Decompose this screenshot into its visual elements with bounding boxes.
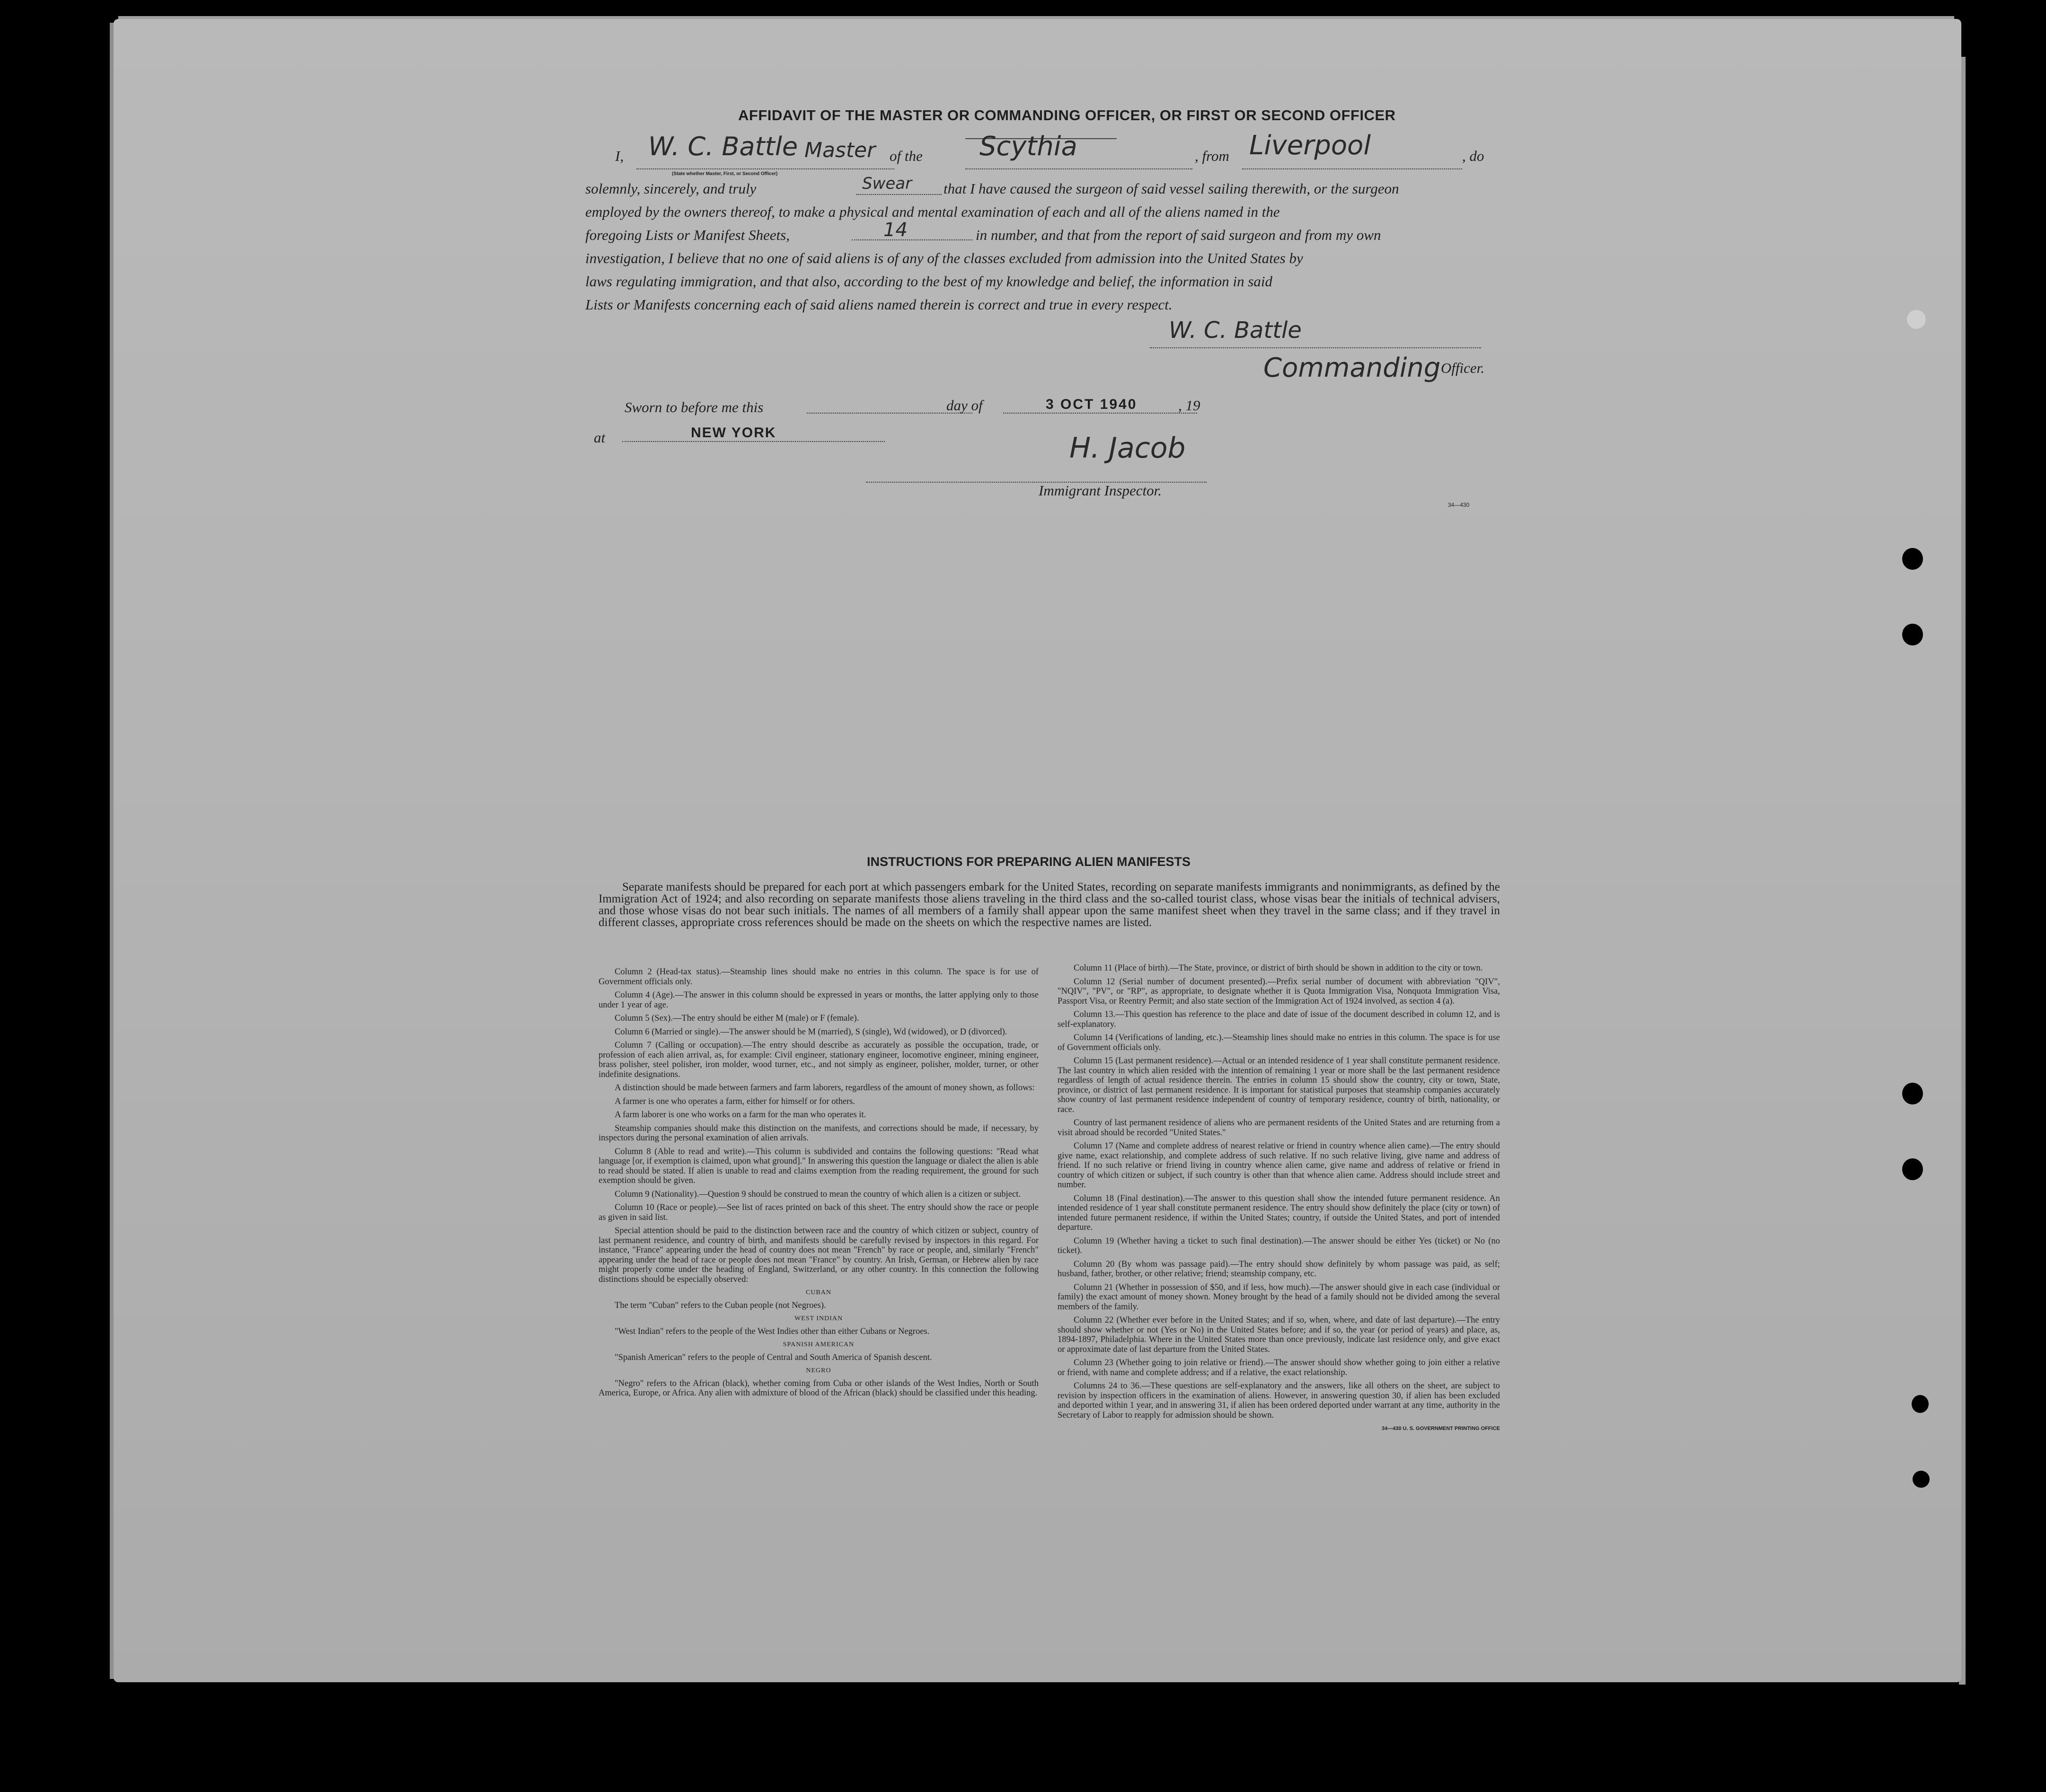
spanish-american-heading: SPANISH AMERICAN: [783, 1341, 855, 1348]
sworn-text: Sworn to before me this: [625, 399, 764, 415]
line2-text-a: solemnly, sincerely, and truly: [585, 180, 757, 197]
name-dotline: [636, 168, 894, 169]
cuban-heading: CUBAN: [805, 1289, 831, 1296]
spanish-american-text: "Spanish American" refers to the people of Central and South America of Spanish descent.: [615, 1352, 932, 1362]
right-para-5: Country of last permanent residence of aliens who are permanent residents of the United States and are returning from a visit abroad should be recorded "United States.": [1058, 1118, 1500, 1138]
punch-hole-7: [1913, 1471, 1930, 1488]
master-signature: W. C. Battle: [1169, 317, 1302, 344]
left-para-3: Column 6 (Married or single).—The answer should be M (married), S (single), Wd (widowed), or D (divorced).: [615, 1027, 1007, 1037]
sworn-date-stamp: 3 OCT 1940: [1046, 397, 1138, 412]
negro-heading: NEGRO: [806, 1367, 831, 1374]
signature-title: Commanding: [1263, 353, 1441, 383]
right-para-2: Column 13.—This question has reference to the place and date of issue of the document described in column 12, and is self-explanatory.: [1058, 1010, 1500, 1029]
pronoun-i: I,: [615, 148, 624, 164]
left-para-11: Column 10 (Race or people).—See list of races printed on back of this sheet. The entry should show the race or people as given in said list.: [599, 1203, 1039, 1222]
line4-text-b: in number, and that from the report of said surgeon and from my own: [976, 227, 1381, 243]
day-of-text: day of: [946, 397, 983, 414]
oath-dotline: [856, 194, 942, 195]
left-para-1: Column 4 (Age).—The answer in this column should be expressed in years or months, the latter applying only to those under 1 year of age.: [599, 990, 1039, 1010]
at-text: at: [594, 429, 606, 446]
officer-suffix: Officer.: [1441, 360, 1485, 376]
negro-text: "Negro" refers to the African (black), whether coming from Cuba or other islands of the West Indies, North or South America, Europe, or Africa. Any alien with admixture of blood of the African (black) should be classified under this heading.: [599, 1378, 1039, 1398]
affidavit-line-3: employed by the owners thereof, to make a physical and mental examination of each and all of the aliens named in the: [585, 203, 1280, 220]
affidavit-title: AFFIDAVIT OF THE MASTER OR COMMANDING OFFICER, OR FIRST OR SECOND OFFICER: [738, 107, 1396, 124]
right-para-7: Column 18 (Final destination).—The answer to this question shall show the intended future permanent residence. An intended residence of 1 year shall constitute permanent residence. The entry should show definitely the place (city or town) of intended future permanent residence, if within the United States; country, if outside the United States, and port of intended departure.: [1058, 1193, 1500, 1232]
affidavit-line-5: investigation, I believe that no one of said aliens is of any of the classes excluded from admission into the United States by: [585, 250, 1303, 266]
right-para-12: Column 23 (Whether going to join relative or friend).—The answer should show whether going to join either a relative or friend, with name and complete address; and if a relative, the exact relationship.: [1058, 1358, 1500, 1377]
west-indian-text: "West Indian" refers to the people of the West Indies other than either Cubans or Negroes.: [615, 1326, 930, 1336]
instructions-right-column: [1058, 963, 1500, 1434]
year-prefix: , 19: [1178, 397, 1200, 414]
port-dotline: [1242, 168, 1462, 169]
right-para-0: Column 11 (Place of birth).—The State, province, or district of birth should be shown in addition to the city or town.: [1074, 963, 1483, 973]
left-para-4: Column 7 (Calling or occupation).—The entry should describe as accurately as possible the occupation, trade, or profession of each alien arrival, as, for example: Civil engineer, stationary engineer, locomotive engineer, mining engineer, brass polisher, steel polisher, iron molder, wood turner, etc., and not simply as engineer, polisher, molder, turner, or other indefinite designations.: [599, 1041, 1039, 1079]
instructions-left-column: [599, 967, 1039, 1402]
rank-note: (State whether Master, First, or Second Officer): [672, 171, 778, 177]
punch-hole-6: [1912, 1395, 1929, 1413]
punch-hole-5: [1902, 1158, 1923, 1180]
form-number: 34—430: [1448, 502, 1470, 508]
west-indian-heading: WEST INDIAN: [794, 1315, 843, 1322]
inspector-signature: H. Jacob: [1069, 432, 1186, 465]
line2-text-b: that I have caused the surgeon of said vessel sailing therewith, or the surgeon: [944, 180, 1399, 197]
do-text: , do: [1462, 148, 1484, 164]
officer-rank: Master: [804, 138, 876, 162]
officer-name: W. C. Battle: [648, 132, 798, 161]
right-para-10: Column 21 (Whether in possession of $50, and if less, how much).—The answer should give in each case (individual or family) the exact amount of money shown. Money brought by the head of a family should not be divided among the several members of the family.: [1058, 1282, 1500, 1312]
left-para-12: Special attention should be paid to the distinction between race and the country of which citizen or subject, country of last permanent residence, and country of birth, and manifests should be carefully revised by inspectors in this regard. For instance, "France" appearing under the head of country does not mean "French" by race or people, and, similarly "French" appearing under the head of race or people does not mean "France" by country. An Irish, German, or Hebrew alien by race might properly come under the heading of England, Switzerland, or any other country. In this connection the following distinctions should be especially observed:: [599, 1226, 1039, 1284]
left-para-9: Column 8 (Able to read and write).—This column is subdivided and contains the following questions: "Read what language [or, if exemption is claimed, upon what ground]." In answering this question the language or dialect the alien is able to read should be stated. If alien is unable to read and claims exemption from the reading requirement, the ground for such exemption should be given.: [599, 1147, 1039, 1185]
affidavit-line-6: laws regulating immigration, and that also, according to the best of my knowledge and belief, the information in said: [585, 273, 1273, 290]
left-para-8: Steamship companies should make this distinction on the manifests, and corrections should be made, if necessary, by inspectors during the personal examination of alien arrivals.: [599, 1123, 1039, 1143]
printing-office-footer: 34—430 U. S. GOVERNMENT PRINTING OFFICE: [1382, 1426, 1500, 1431]
sworn-date-dotline: [1003, 413, 1197, 414]
right-para-6: Column 17 (Name and complete address of nearest relative or friend in country whence alien came).—The entry should give name, exact relationship, and complete address of such relative. If no such relative living, give name and address of friend. If no such relative or friend living in country whence alien came, give name and address of relative or friend in country of which citizen or subject, if such country is other than that whence alien came. Address should include street and number.: [1058, 1141, 1500, 1190]
sheet-count: 14: [883, 219, 908, 241]
of-the-text: of the: [890, 148, 923, 164]
right-para-13: Columns 24 to 36.—These questions are self-explanatory and the answers, like all others on the sheet, are subject to revision by inspection officers in the examination of aliens. However, in answering question 30, if alien has been excluded and deported within 1 year, and in answering 31, if alien has been ordered deported under warrant at any time, authority in the Secretary of Labor to reapply for admission should be shown.: [1058, 1381, 1500, 1420]
signature-dotline: [1150, 347, 1481, 348]
vessel-dotline: [965, 168, 1192, 169]
line4-text-a: foregoing Lists or Manifest Sheets,: [585, 227, 790, 243]
punch-hole-2: [1902, 548, 1923, 570]
right-para-4: Column 15 (Last permanent residence).—Actual or an intended residence of 1 year shall constitute permanent residence. The last country in which alien resided with the intention of remaining 1 year or more shall be the last permanent residence regardless of length of actual residence therein. The entries in column 15 should show the country, city or town, State, province, or district of last permanent residence. It is important for statistical purposes that steamship companies accurately show country of last permanent residence independent of country of temporary residence, country of birth, nationality, or race.: [1058, 1056, 1500, 1114]
left-para-7: A farm laborer is one who works on a farm for the man who operates it.: [615, 1110, 866, 1120]
left-para-6: A farmer is one who operates a farm, either for himself or for others.: [615, 1096, 855, 1106]
instructions-intro: Separate manifests should be prepared for each port at which passengers embark for the United States, recording on separate manifests immigrants and nonimmigrants, as defined by the Immigration Act of 1924; and also recording on separate manifests those aliens traveling in the third class and the so-called tourist class, whose visas bear the initials of technical advisers, and those whose visas do not bear such initials. The names of all members of a family shall appear upon the same manifest sheet when they travel in the same class; and if they travel in different classes, appropriate cross references should be made on the sheets on which the respective names are listed.: [599, 881, 1500, 929]
left-para-2: Column 5 (Sex).—The entry should be either M (male) or F (female).: [615, 1014, 859, 1023]
left-para-5: A distinction should be made between farmers and farm laborers, regardless of the amount of money shown, as follows:: [615, 1083, 1035, 1093]
right-para-9: Column 20 (By whom was passage paid).—The entry should show definitely by whom passage was paid, as self; husband, father, brother, or other relative; friend; steamship company, etc.: [1058, 1259, 1500, 1279]
affidavit-line-1: [615, 130, 1484, 168]
cuban-text: The term "Cuban" refers to the Cuban people (not Negroes).: [615, 1300, 826, 1310]
right-para-11: Column 22 (Whether ever before in the United States; and if so, when, where, and date of last departure).—The entry should show whether or not (Yes or No) in the United States before; and if so, the year (or period of years) and place, as, 1894-1897, Philadelphia. Where in the United States more than once previously, indicate last residence only, and give exact or approximate date of last departure from the United States.: [1058, 1315, 1500, 1354]
punch-hole-1: [1907, 310, 1926, 329]
location-stamp: NEW YORK: [691, 425, 776, 441]
vessel-name: Scythia: [979, 131, 1077, 162]
affidavit-line-7: Lists or Manifests concerning each of said aliens named therein is correct and true in every respect.: [585, 296, 1173, 313]
right-para-8: Column 19 (Whether having a ticket to such final destination).—The answer should be either Yes (ticket) or No (no ticket).: [1058, 1236, 1500, 1255]
from-port: Liverpool: [1249, 130, 1371, 161]
location-dotline: [622, 441, 885, 442]
left-para-0: Column 2 (Head-tax status).—Steamship lines should make no entries in this column. The space is for use of Government officials only.: [599, 967, 1039, 987]
inspector-title: Immigrant Inspector.: [1039, 482, 1162, 499]
oath-word: Swear: [862, 174, 912, 193]
from-text: , from: [1195, 148, 1229, 164]
right-para-3: Column 14 (Verifications of landing, etc.).—Steamship lines should make no entries in this column. The space is for use of Government officials only.: [1058, 1033, 1500, 1052]
instructions-title: INSTRUCTIONS FOR PREPARING ALIEN MANIFESTS: [867, 855, 1191, 869]
punch-hole-3: [1902, 624, 1923, 645]
right-para-1: Column 12 (Serial number of document presented).—Prefix serial number of document with abbreviation "QIV", "NQIV", "PV", or "RP", as appropriate, to designate whether it is Quota Immigration Visa, Nonquota Immigration Visa, Passport Visa, or Reentry Permit; and also state section of the Immigration Act of 1924 involved, as section 4 (a).: [1058, 977, 1500, 1006]
punch-hole-4: [1902, 1083, 1923, 1104]
sheet-count-dotline: [852, 239, 972, 240]
affidavit-line-4: [585, 219, 1494, 247]
left-para-10: Column 9 (Nationality).—Question 9 should be construed to mean the country of which alien is a citizen or subject.: [615, 1189, 1021, 1199]
